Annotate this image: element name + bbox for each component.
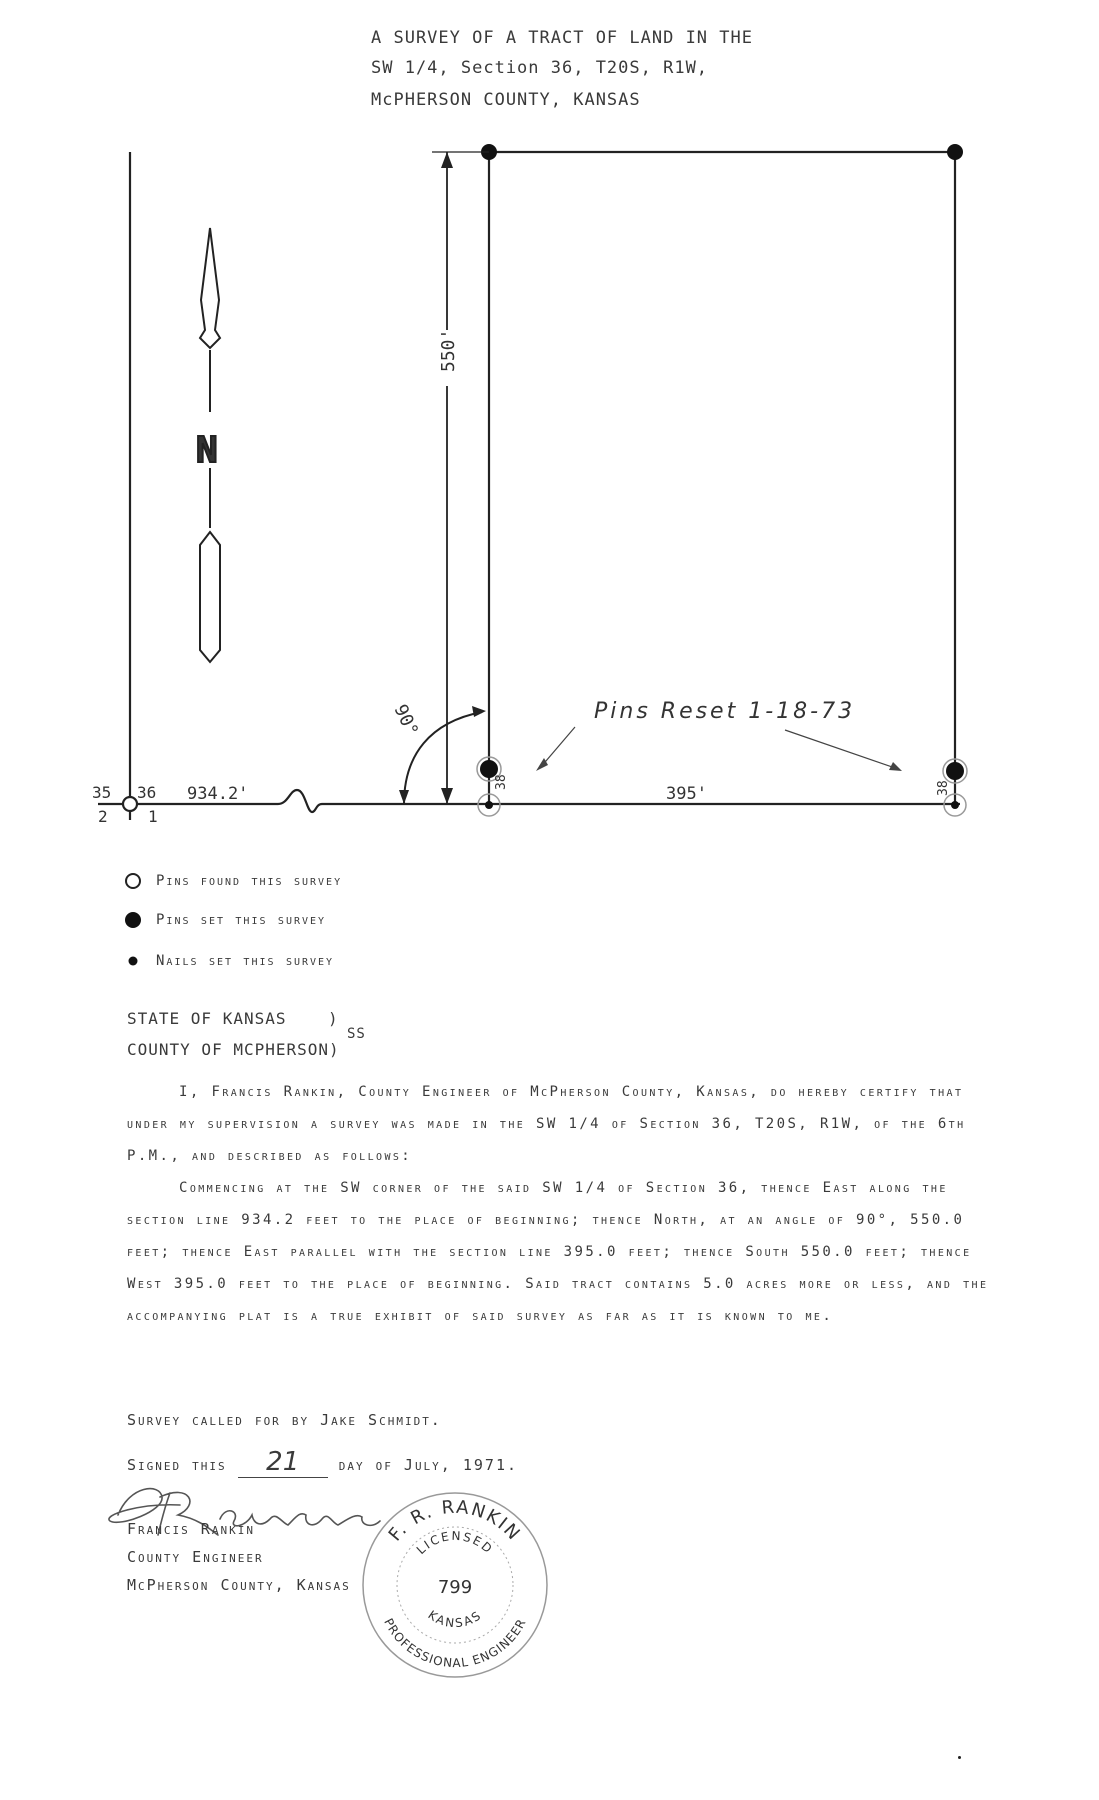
venue-ss: SS bbox=[347, 1026, 366, 1042]
pins-note-leader-right bbox=[785, 730, 895, 768]
seal-bottom-text: PROFESSIONAL ENGINEER bbox=[381, 1616, 529, 1671]
signatory-county: McPherson County, Kansas bbox=[127, 1576, 351, 1594]
dot-icon bbox=[122, 950, 144, 972]
pin-label-left: 38 bbox=[494, 774, 509, 790]
corner-label-36: 36 bbox=[137, 783, 157, 802]
seal-top-text: F. R. RANKIN bbox=[384, 1496, 526, 1546]
seal-state-text: KANSAS bbox=[425, 1607, 485, 1631]
corner-label-35: 35 bbox=[92, 783, 112, 802]
angle-arrow-bottom bbox=[399, 790, 409, 804]
corner-label-2: 2 bbox=[98, 807, 108, 826]
dim-395-label: 395' bbox=[666, 784, 707, 804]
seal-licensed-text: LICENSED bbox=[413, 1528, 497, 1558]
signed-prefix: Signed this bbox=[127, 1456, 227, 1474]
legend-set-text: Pins set this survey bbox=[156, 912, 327, 928]
signed-line bbox=[127, 1447, 518, 1478]
svg-text:LICENSED bbox=[414, 1529, 496, 1557]
pin-set-se bbox=[946, 762, 964, 780]
pin-set-ne bbox=[947, 144, 963, 160]
certificate-paragraph-1: I, Francis Rankin, County Engineer of McPherson County, Kansas, do hereby certify that under my supervision a survey was made in the SW 1/4 of Section 36, T20S, R1W, of the 6th P.M., and described as follows: bbox=[127, 1084, 966, 1164]
line-break-symbol bbox=[278, 790, 322, 812]
paper-speck bbox=[958, 1756, 961, 1759]
dim-934-label: 934.2' bbox=[187, 784, 249, 804]
pins-reset-note: Pins Reset 1-18-73 bbox=[594, 699, 856, 724]
nail-se bbox=[951, 801, 959, 809]
signed-day: 21 bbox=[238, 1447, 328, 1478]
title-line-2: SW 1/4, Section 36, T20S, R1W, bbox=[371, 58, 709, 78]
dim-550-label: 550' bbox=[438, 328, 459, 372]
dim-550-arrow-top bbox=[441, 152, 453, 168]
circle-open-icon bbox=[122, 870, 144, 892]
signatory-name: Francis Rankin bbox=[127, 1520, 255, 1538]
title-line-1: A SURVEY OF A TRACT OF LAND IN THE bbox=[371, 28, 753, 48]
seal-number: 799 bbox=[437, 1577, 473, 1598]
north-arrow-tail bbox=[200, 532, 220, 662]
venue-paren: ) bbox=[328, 1009, 339, 1028]
signatory-title: County Engineer bbox=[127, 1548, 264, 1566]
legend-found-text: Pins found this survey bbox=[156, 873, 343, 889]
engineer-seal bbox=[355, 1485, 555, 1685]
legend-nails-row bbox=[122, 950, 334, 972]
pins-note-arrow-right bbox=[889, 762, 902, 771]
north-arrow-head bbox=[200, 228, 220, 348]
venue-county: COUNTY OF MCPHERSON) bbox=[127, 1040, 340, 1059]
angle-label: 90° bbox=[389, 701, 423, 740]
svg-text:KANSAS bbox=[425, 1608, 484, 1631]
corner-label-1: 1 bbox=[148, 807, 158, 826]
survey-called-for: Survey called for by Jake Schmidt. bbox=[127, 1411, 442, 1429]
circle-filled-icon bbox=[122, 909, 144, 931]
angle-arrow-top bbox=[472, 706, 486, 717]
venue-state: STATE OF KANSAS bbox=[127, 1009, 287, 1028]
title-line-3: McPHERSON COUNTY, KANSAS bbox=[371, 90, 641, 110]
pin-found-section-corner bbox=[123, 797, 137, 811]
signed-suffix: day of July, 1971. bbox=[338, 1456, 519, 1474]
certificate-paragraph-2: Commencing at the SW corner of the said SW 1/4 of Section 36, thence East along the section line 934.2 feet to the place of beginning; thence North, at an angle of 90°, 550.0 feet; thence East parallel with the section line 395.0 feet; thence South 550.0 feet; thence West 395.0 feet to the place of beginning. Said tract contains 5.0 acres more or less, and the accompanying plat is a true exhibit of said survey as far as it is known to me. bbox=[127, 1180, 989, 1324]
pin-label-right: 38 bbox=[936, 780, 951, 796]
north-label: N bbox=[196, 430, 218, 471]
nail-sw bbox=[485, 801, 493, 809]
legend-nails-text: Nails set this survey bbox=[156, 953, 335, 969]
dim-550-arrow-bottom bbox=[441, 788, 453, 804]
plat-drawing bbox=[0, 0, 1099, 860]
legend-set-row bbox=[122, 909, 326, 931]
legend-found-row bbox=[122, 870, 342, 892]
